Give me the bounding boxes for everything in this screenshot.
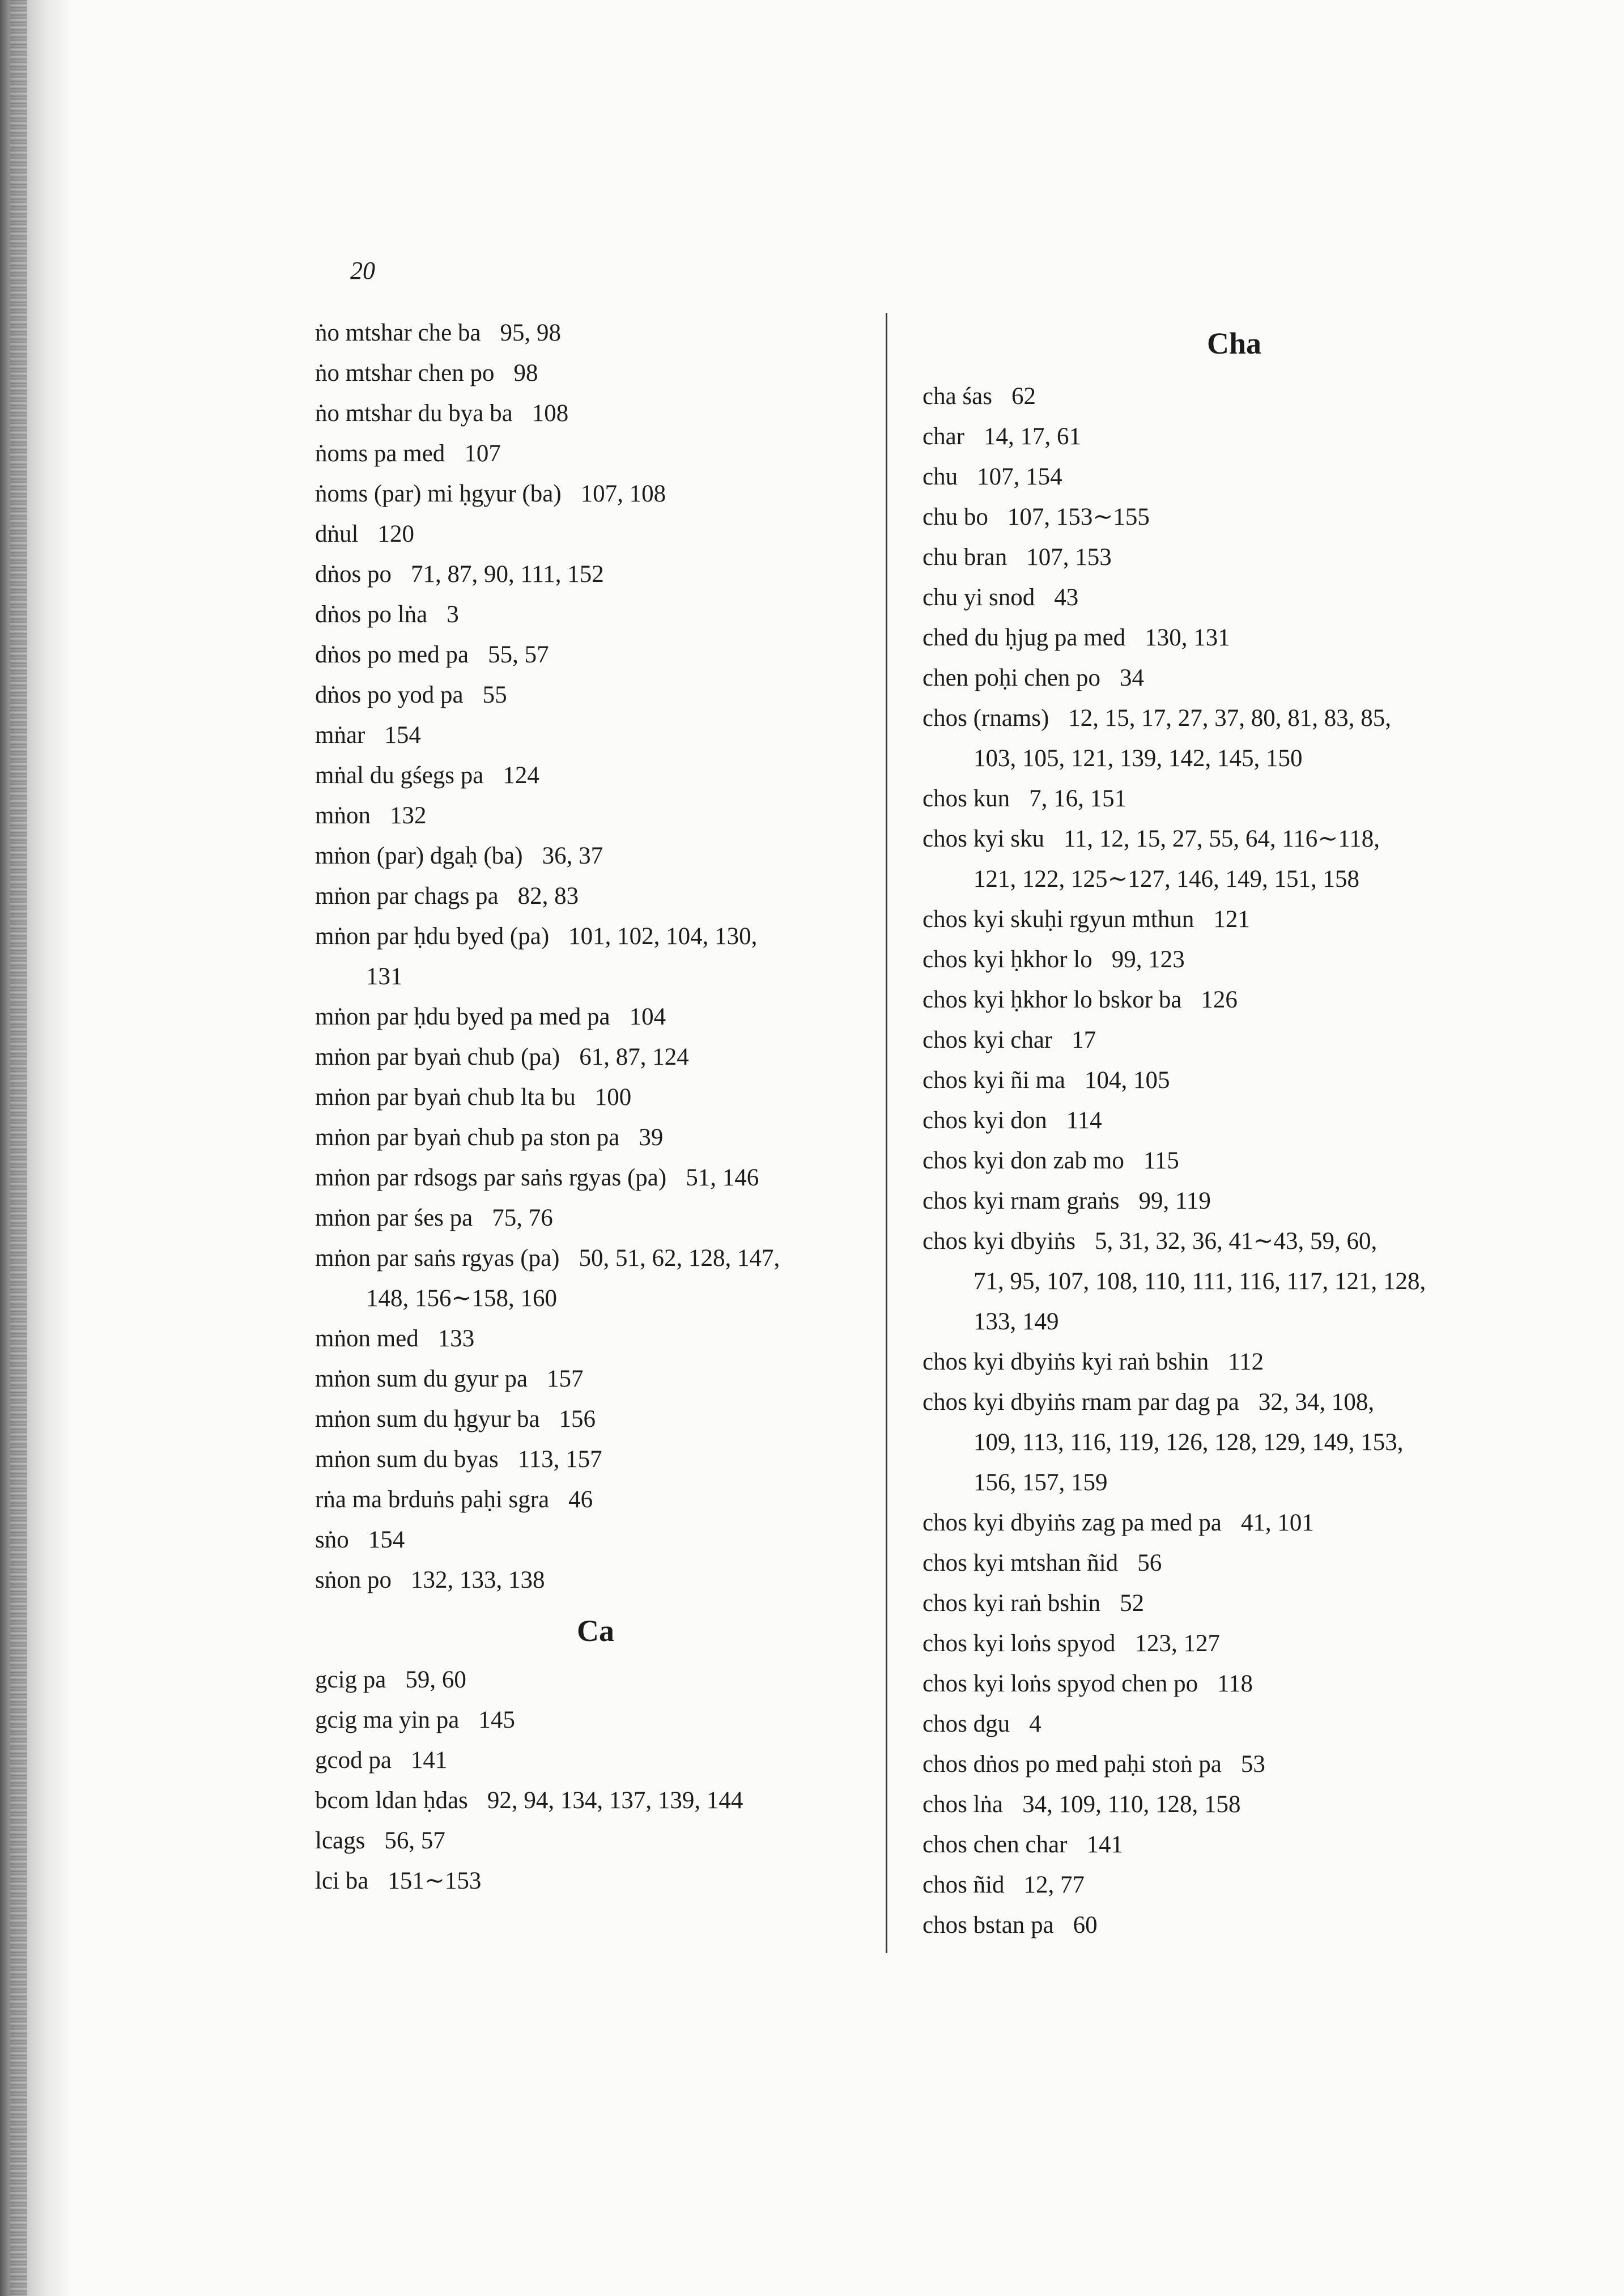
page-references: 154	[368, 1527, 405, 1553]
page-references: 14, 17, 61	[984, 423, 1081, 450]
index-term: chos kyi skuḥi rgyun mthun	[922, 906, 1194, 933]
page-number: 20	[350, 257, 375, 284]
index-entry	[922, 416, 1546, 457]
index-entry	[922, 1865, 1546, 1905]
index-term: dṅos po med pa	[315, 641, 469, 668]
page-references: 100	[594, 1084, 632, 1111]
page-references: 151∼153	[388, 1868, 482, 1894]
page-references: 156	[559, 1406, 596, 1432]
index-term: rṅa ma brduṅs paḥi sgra	[315, 1486, 550, 1513]
page-references: 107, 154	[977, 464, 1062, 490]
index-entry	[315, 1037, 876, 1077]
index-entry-continuation: 109, 113, 116, 119, 126, 128, 129, 149, 153,	[973, 1429, 1404, 1456]
index-entry	[922, 658, 1546, 698]
page-references: 98	[513, 360, 538, 386]
index-term: mṅon par byaṅ chub (pa)	[315, 1044, 560, 1070]
index-term: gcig ma yin pa	[315, 1707, 460, 1733]
index-term: mṅon med	[315, 1325, 419, 1352]
page-references: 36, 37	[542, 843, 603, 869]
index-entry	[922, 618, 1546, 658]
index-entry	[922, 376, 1546, 416]
index-term: chos kyi dbyiṅs zag pa med pa	[922, 1510, 1222, 1536]
page-references: 55	[482, 682, 507, 708]
page-references: 12, 77	[1023, 1872, 1085, 1898]
index-entry-continuation: 156, 157, 159	[973, 1469, 1108, 1496]
index-term: mṅar	[315, 722, 365, 749]
page-references: 157	[547, 1366, 584, 1392]
index-term: chos kyi loṅs spyod chen po	[922, 1670, 1198, 1697]
index-term: mṅon par byaṅ chub lta bu	[315, 1084, 576, 1111]
index-entry	[922, 537, 1546, 577]
index-term: ṅoms pa med	[315, 440, 445, 467]
index-entry	[922, 1503, 1546, 1543]
index-term: chos kyi raṅ bshin	[922, 1590, 1101, 1617]
index-entry	[315, 1660, 876, 1700]
page-references: 32, 34, 108,	[1258, 1389, 1375, 1415]
index-term: chu	[922, 464, 958, 490]
page-references: 141	[1086, 1831, 1123, 1858]
index-entry	[315, 1700, 876, 1740]
index-entry	[922, 1060, 1546, 1100]
page-references: 82, 83	[517, 883, 579, 909]
index-entry	[315, 1238, 876, 1278]
page-references: 132	[389, 802, 427, 829]
index-entry	[315, 433, 876, 474]
page-references: 133	[437, 1325, 475, 1352]
index-entry	[315, 1520, 876, 1560]
index-entry-continuation: 148, 156∼158, 160	[366, 1285, 558, 1312]
index-entry	[922, 1020, 1546, 1060]
index-entry	[922, 980, 1546, 1020]
page-references: 39	[639, 1124, 664, 1151]
index-entry	[315, 715, 876, 755]
index-entry	[922, 1141, 1546, 1181]
index-term: bcom ldan ḥdas	[315, 1787, 468, 1814]
page-references: 52	[1120, 1590, 1145, 1617]
page-references: 59, 60	[405, 1666, 466, 1693]
index-entry	[922, 577, 1546, 618]
page-references: 34, 109, 110, 128, 158	[1022, 1791, 1241, 1818]
index-term: mṅon sum du gyur pa	[315, 1366, 528, 1392]
index-term: dṅos po	[315, 561, 392, 588]
index-entry	[315, 1319, 876, 1359]
page-references: 108	[532, 400, 569, 427]
page-references: 107	[464, 440, 501, 467]
page-references: 41, 101	[1240, 1510, 1314, 1536]
index-entry	[315, 876, 876, 916]
page-references: 121	[1213, 906, 1250, 933]
index-entry	[315, 594, 876, 635]
page-references: 145	[478, 1707, 515, 1733]
page-references: 126	[1201, 987, 1238, 1013]
index-entry	[315, 554, 876, 594]
page-references: 101, 102, 104, 130,	[568, 923, 758, 950]
page-references: 118	[1217, 1670, 1253, 1697]
index-entry	[922, 457, 1546, 497]
page-references: 104, 105	[1085, 1067, 1170, 1094]
index-entry	[922, 1744, 1546, 1784]
index-term: mṅon	[315, 802, 371, 829]
index-entry	[315, 635, 876, 675]
index-term: chos kyi dbyiṅs kyi raṅ bshin	[922, 1349, 1209, 1375]
index-term: chos ñid	[922, 1872, 1005, 1898]
index-entry	[922, 1181, 1546, 1221]
page-references: 75, 76	[492, 1205, 553, 1231]
index-entry	[922, 1905, 1546, 1945]
page-references: 92, 94, 134, 137, 139, 144	[487, 1787, 743, 1814]
index-entry	[922, 497, 1546, 537]
page-references: 120	[377, 521, 414, 547]
page-references: 62	[1011, 383, 1036, 410]
index-term: chos kyi don zab mo	[922, 1147, 1124, 1174]
page-references: 34	[1120, 665, 1145, 691]
page-references: 124	[503, 762, 539, 789]
index-entry	[315, 313, 876, 353]
index-term: mṅon par śes pa	[315, 1205, 473, 1231]
page-references: 11, 12, 15, 27, 55, 64, 116∼118,	[1064, 826, 1380, 852]
page-references: 60	[1073, 1912, 1098, 1938]
index-term: sṅon po	[315, 1567, 392, 1593]
page-references: 114	[1066, 1107, 1102, 1134]
page-references: 154	[384, 722, 421, 749]
page-references: 107, 153	[1026, 544, 1112, 571]
index-entry	[315, 836, 876, 876]
page-references: 5, 31, 32, 36, 41∼43, 59, 60,	[1094, 1228, 1378, 1255]
index-term: chos kyi mtshan ñid	[922, 1550, 1119, 1576]
page-references: 99, 123	[1111, 946, 1185, 973]
index-term: chos lṅa	[922, 1791, 1004, 1818]
index-term: lcags	[315, 1827, 365, 1854]
index-entry	[922, 1100, 1546, 1141]
page-references: 3	[447, 601, 459, 628]
index-entry	[922, 819, 1546, 859]
column-divider	[886, 313, 887, 1953]
index-entry	[315, 1077, 876, 1117]
index-term: chos kyi dbyiṅs rnam par dag pa	[922, 1389, 1239, 1415]
page-references: 130, 131	[1145, 624, 1230, 651]
index-entry	[315, 1359, 876, 1399]
index-term: ṅoms (par) mi ḥgyur (ba)	[315, 481, 562, 507]
page-references: 107, 153∼155	[1007, 504, 1150, 530]
index-entry	[315, 1399, 876, 1439]
index-entry	[315, 1740, 876, 1780]
index-entry	[922, 899, 1546, 939]
index-term: mṅon par byaṅ chub pa ston pa	[315, 1124, 620, 1151]
index-entry	[315, 1780, 876, 1821]
page-references: 4	[1029, 1711, 1041, 1737]
page-references: 46	[568, 1486, 593, 1513]
index-entry-continuation: 131	[366, 963, 403, 990]
index-term: ched du ḥjug pa med	[922, 624, 1126, 651]
index-entry	[315, 1479, 876, 1520]
page-references: 115	[1143, 1147, 1179, 1174]
index-entry	[922, 1704, 1546, 1744]
page-references: 61, 87, 124	[579, 1044, 689, 1070]
index-entry	[922, 1664, 1546, 1704]
page-references: 141	[410, 1747, 448, 1774]
index-term: mṅon par saṅs rgyas (pa)	[315, 1245, 560, 1272]
index-term: chos kyi loṅs spyod	[922, 1630, 1116, 1657]
index-entry	[922, 1784, 1546, 1825]
index-term: dṅos po lṅa	[315, 601, 428, 628]
index-term: chos (rnams)	[922, 705, 1049, 732]
index-entry	[315, 1560, 876, 1600]
page-references: 43	[1054, 584, 1079, 611]
index-term: chos kyi ñi ma	[922, 1067, 1065, 1094]
index-entry	[315, 997, 876, 1037]
index-entry	[922, 698, 1546, 738]
index-column-right	[922, 313, 1546, 1945]
index-term: mṅon sum du ḥgyur ba	[315, 1406, 540, 1432]
index-term: mṅon par ḥdu byed (pa)	[315, 923, 550, 950]
index-entry	[315, 474, 876, 514]
page-references: 99, 119	[1138, 1188, 1211, 1214]
page-references: 56	[1137, 1550, 1162, 1576]
index-entry	[922, 1342, 1546, 1382]
index-term: ṅo mtshar chen po	[315, 360, 495, 386]
index-entry	[315, 1439, 876, 1479]
page-references: 95, 98	[500, 320, 562, 346]
index-entry-continuation: 133, 149	[973, 1308, 1059, 1335]
index-entry	[315, 1821, 876, 1861]
index-entry-continuation: 121, 122, 125∼127, 146, 149, 151, 158	[973, 866, 1360, 892]
index-term: chos kyi rnam graṅs	[922, 1188, 1120, 1214]
index-term: chos chen char	[922, 1831, 1068, 1858]
index-entry	[315, 675, 876, 715]
index-entry	[315, 393, 876, 433]
index-entry	[922, 1543, 1546, 1583]
page-references: 107, 108	[580, 481, 666, 507]
index-term: chu bo	[922, 504, 988, 530]
index-entry	[315, 916, 876, 956]
page-references: 132, 133, 138	[410, 1567, 545, 1593]
index-entry	[315, 755, 876, 796]
index-entry	[315, 514, 876, 554]
index-term: lci ba	[315, 1868, 369, 1894]
index-column-left	[315, 313, 876, 1901]
page-references: 17	[1072, 1027, 1096, 1053]
index-term: chos kyi char	[922, 1027, 1053, 1053]
page-references: 51, 146	[686, 1164, 759, 1191]
index-entry	[315, 796, 876, 836]
index-entry	[315, 1861, 876, 1901]
page-references: 53	[1240, 1751, 1265, 1778]
index-entry	[922, 1623, 1546, 1664]
index-term: gcod pa	[315, 1747, 392, 1774]
page-references: 12, 15, 17, 27, 37, 80, 81, 83, 85,	[1068, 705, 1392, 732]
index-entry	[922, 1825, 1546, 1865]
index-term: chos bstan pa	[922, 1912, 1054, 1938]
index-term: mṅon sum du byas	[315, 1446, 499, 1473]
index-entry	[922, 1382, 1546, 1422]
index-entry	[922, 939, 1546, 980]
index-term: chen poḥi chen po	[922, 665, 1101, 691]
index-term: ṅo mtshar du bya ba	[315, 400, 513, 427]
index-term: ṅo mtshar che ba	[315, 320, 481, 346]
index-term: chos kun	[922, 785, 1010, 812]
page-references: 50, 51, 62, 128, 147,	[579, 1245, 780, 1272]
index-term: gcig pa	[315, 1666, 386, 1693]
index-term: mṅal du gśegs pa	[315, 762, 484, 789]
index-term: chos kyi dbyiṅs	[922, 1228, 1075, 1255]
index-entry	[315, 1158, 876, 1198]
page-references: 104	[629, 1004, 666, 1030]
index-term: dṅul	[315, 521, 359, 547]
index-term: chu bran	[922, 544, 1007, 571]
index-term: chos dgu	[922, 1711, 1010, 1737]
index-entry	[922, 1583, 1546, 1623]
page-references: 112	[1228, 1349, 1264, 1375]
index-term: chos kyi ḥkhor lo	[922, 946, 1092, 973]
index-term: cha śas	[922, 383, 992, 410]
section-heading: Ca	[577, 1614, 614, 1648]
index-entry	[315, 353, 876, 393]
index-entry	[922, 779, 1546, 819]
section-heading: Cha	[1206, 326, 1262, 360]
index-term: chos dṅos po med paḥi stoṅ pa	[922, 1751, 1222, 1778]
page-references: 113, 157	[517, 1446, 602, 1473]
index-term: mṅon par chags pa	[315, 883, 499, 909]
page-references: 7, 16, 151	[1029, 785, 1127, 812]
index-term: chos kyi don	[922, 1107, 1047, 1134]
index-term: mṅon (par) dgaḥ (ba)	[315, 843, 523, 869]
page-references: 55, 57	[488, 641, 549, 668]
index-term: chos kyi ḥkhor lo bskor ba	[922, 987, 1182, 1013]
index-term: chos kyi sku	[922, 826, 1044, 852]
index-entry-continuation: 71, 95, 107, 108, 110, 111, 116, 117, 121, 128,	[973, 1268, 1426, 1295]
page-references: 71, 87, 90, 111, 152	[410, 561, 604, 588]
index-entry	[922, 1221, 1546, 1261]
page-references: 56, 57	[384, 1827, 445, 1854]
index-term: mṅon par rdsogs par saṅs rgyas (pa)	[315, 1164, 667, 1191]
index-term: chu yi snod	[922, 584, 1035, 611]
index-entry	[315, 1117, 876, 1158]
index-term: char	[922, 423, 964, 450]
index-entry	[315, 1198, 876, 1238]
index-term: mṅon par ḥdu byed pa med pa	[315, 1004, 610, 1030]
book-spine-edge	[10, 0, 27, 2296]
page-references: 123, 127	[1134, 1630, 1220, 1657]
index-entry-continuation: 103, 105, 121, 139, 142, 145, 150	[973, 745, 1303, 772]
index-term: sṅo	[315, 1527, 349, 1553]
index-term: dṅos po yod pa	[315, 682, 464, 708]
